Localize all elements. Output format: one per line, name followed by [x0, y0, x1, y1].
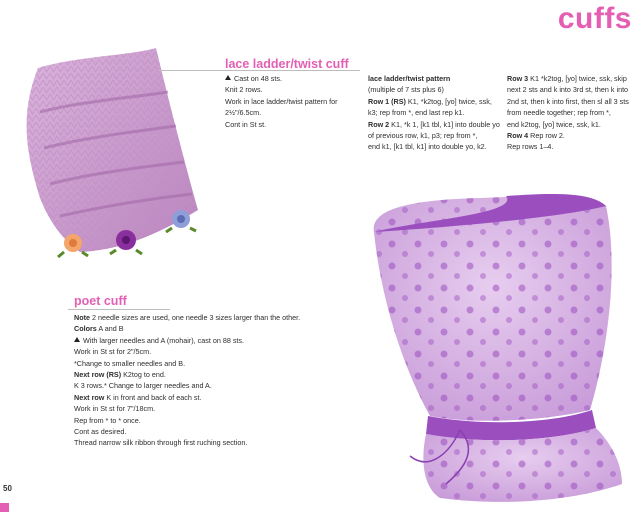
instruction-line: Work in lace ladder/twist pattern for [225, 96, 338, 106]
page-number: 50 [3, 484, 12, 493]
lace-pattern-col1: lace ladder/twist pattern (multiple of 7 sts plus 6) Row 1 (RS) K1, *k2tog, [yo] twice, ssk, k3; rep from *, end last rep k1. Row 2 K1, *k 1, [k1 tbl, k1] into double yo of previous row, k1, p3; rep from *, end k1, [k1 tbl, k1] into double yo, k2. [368, 74, 500, 152]
poet-cuff-instructions [74, 312, 300, 449]
instruction-line: K 3 rows.* Change to larger needles and A. [74, 381, 212, 391]
instruction-line: Cont as desired. [74, 427, 127, 437]
instruction-line: 2½"/6.5cm. [225, 108, 262, 118]
lace-cuff-heading: lace ladder/twist cuff [225, 57, 349, 71]
instruction-line: Note 2 needle sizes are used, one needle 3 sizes larger than the other. [74, 313, 301, 322]
lace-cuff-instructions [225, 73, 338, 130]
instruction-line: Next row K in front and back of each st. [74, 392, 202, 402]
triangle-icon [74, 337, 80, 342]
instruction-line: Thread narrow silk ribbon through first ruching section. [74, 438, 248, 448]
instruction-line: Work in St st for 2"/5cm. [74, 347, 152, 357]
triangle-icon [225, 75, 231, 80]
instruction-line: Cont in St st. [225, 119, 267, 129]
instruction-line: Work in St st for 7"/18cm. [74, 404, 156, 414]
page-tab-marker [0, 503, 9, 512]
instruction-line: *Change to smaller needles and B. [74, 358, 186, 368]
instruction-line: With larger needles and A (mohair), cast on 88 sts. [74, 335, 300, 346]
lace-cuff-photo [8, 38, 218, 270]
instruction-line: Colors A and B [74, 324, 124, 334]
instruction-line: Cast on 48 sts. [225, 73, 338, 84]
page-title: cuffs [557, 2, 632, 35]
poet-cuff-photo [360, 172, 632, 506]
poet-cuff-heading: poet cuff [74, 294, 127, 308]
instruction-line: Next row (RS) K2tog to end. [74, 370, 166, 380]
poet-heading-rule [68, 309, 170, 310]
instruction-line: Knit 2 rows. [225, 85, 263, 95]
instruction-line: Rep from * to * once. [74, 415, 141, 425]
lace-pattern-col2: Row 3 K1 *k2tog, [yo] twice, ssk, skip next 2 sts and k into 3rd st, then k into 2nd st, then k into first, then sl all 3 sts from needle together; rep from *, end k2tog, [yo] twice, ssk, k1. Row 4 Rep row 2. Rep rows 1–4. [507, 74, 629, 152]
